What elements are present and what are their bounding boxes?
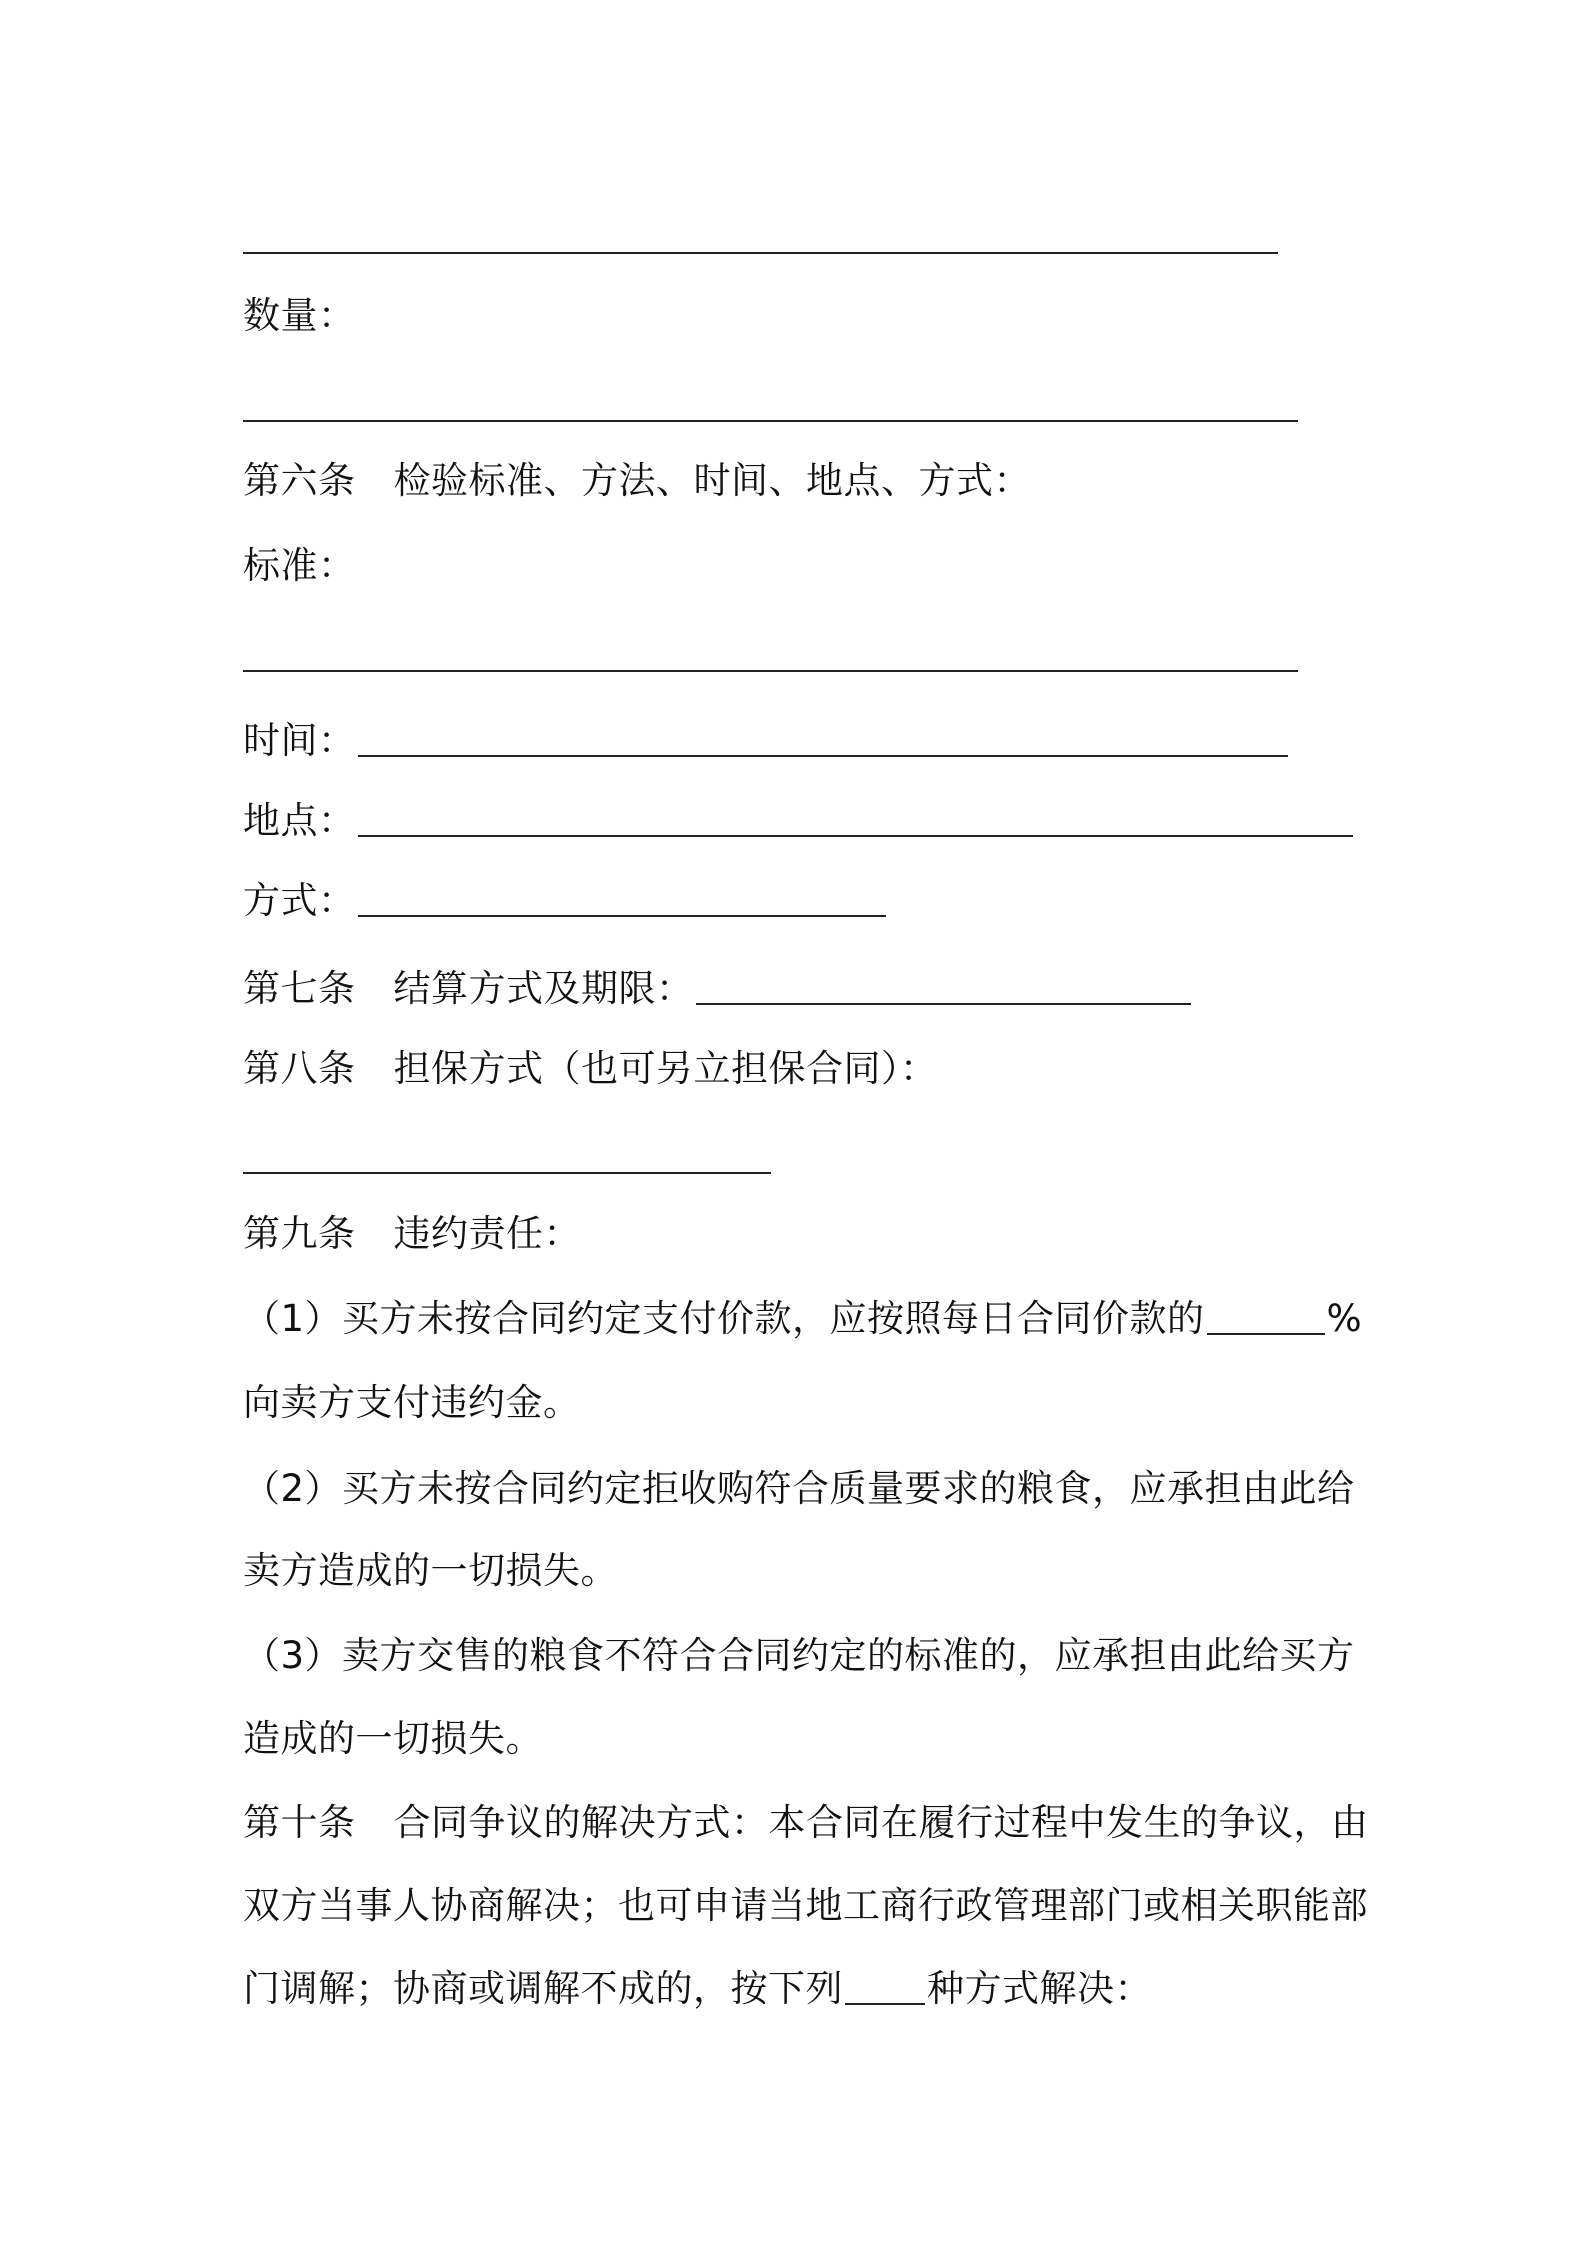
article-9-item-1	[243, 1293, 1362, 1345]
blank-line	[243, 670, 1298, 672]
article-9-text: 违约责任：	[393, 1212, 581, 1255]
article-10	[243, 1797, 1369, 1849]
method-label: 方式：	[243, 879, 356, 922]
article-6-title: 第六条	[243, 459, 356, 502]
standard-label: 标准：	[243, 544, 356, 587]
blank-line	[243, 1172, 771, 1174]
article-9-title: 第九条	[243, 1212, 356, 1255]
article-10-line-3	[243, 1963, 1152, 2015]
article-7	[243, 963, 1193, 1015]
blank-line	[358, 915, 886, 917]
article-6-text: 检验标准、方法、时间、地点、方式：	[393, 459, 1031, 502]
article-9	[243, 1208, 581, 1260]
time-row	[243, 715, 1290, 767]
time-label: 时间：	[243, 719, 356, 762]
blank-line	[1207, 1333, 1325, 1335]
article-9-item-3-cont: 造成的一切损失。	[243, 1717, 543, 1760]
place-label: 地点：	[243, 799, 356, 842]
method-row	[243, 875, 888, 927]
article-9-item-1-cont: 向卖方支付违约金。	[243, 1381, 581, 1424]
article-6	[243, 455, 1031, 507]
article-9-item-2: （2）买方未按合同约定拒收购符合质量要求的粮食，应承担由此给	[243, 1467, 1355, 1510]
article-8-title: 第八条	[243, 1047, 356, 1090]
percent-sign: %	[1326, 1297, 1363, 1340]
article-7-text: 结算方式及期限：	[393, 967, 694, 1010]
item-1-text: （1）买方未按合同约定支付价款，应按照每日合同价款的	[243, 1297, 1205, 1340]
article-8	[243, 1043, 938, 1095]
article-10-line-1: 合同争议的解决方式：本合同在履行过程中发生的争议，由	[393, 1801, 1369, 1844]
blank-line	[358, 755, 1288, 757]
article-9-item-2-cont: 卖方造成的一切损失。	[243, 1549, 618, 1592]
article-10-line-3-a: 门调解；协商或调解不成的，按下列	[243, 1967, 843, 2010]
blank-line	[243, 252, 1278, 254]
quantity-label: 数量：	[243, 294, 356, 337]
article-10-line-2: 双方当事人协商解决；也可申请当地工商行政管理部门或相关职能部	[243, 1884, 1368, 1927]
blank-line	[696, 1003, 1191, 1005]
blank-line	[845, 2003, 925, 2005]
article-7-title: 第七条	[243, 967, 356, 1010]
article-10-line-3-b: 种方式解决：	[927, 1967, 1152, 2010]
article-9-item-3: （3）卖方交售的粮食不符合合同约定的标准的，应承担由此给买方	[243, 1634, 1355, 1677]
blank-line	[358, 835, 1353, 837]
article-10-title: 第十条	[243, 1801, 356, 1844]
place-row	[243, 795, 1355, 847]
blank-line	[243, 420, 1298, 422]
article-8-text: 担保方式（也可另立担保合同）：	[393, 1047, 938, 1090]
